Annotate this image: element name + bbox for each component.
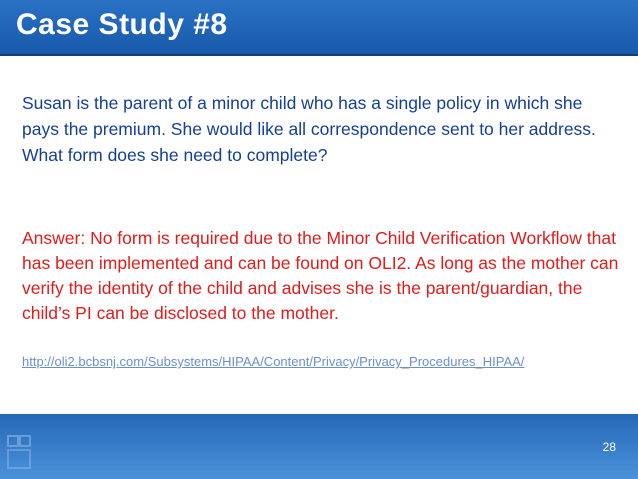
page-number: 28 [602,440,616,454]
case-question: Susan is the parent of a minor child who has a single policy in which she pays the premium. She would like all correspondence sent to her address. What form does she need to complete? [22,93,596,165]
footer-band [0,414,638,479]
procedures-link[interactable]: http://oli2.bcbsnj.com/Subsystems/HIPAA/Content/Privacy/Privacy_Procedures_HIPAA/ [22,354,525,369]
bcbs-logo-icon [4,432,34,472]
case-answer: Answer: No form is required due to the Minor Child Verification Workflow that has been implemented and can be found on OLI2. As long as the mother can verify the identity of the child and advises she is the parent/guardian, the child’s PI can be disclosed to the mother. [22,228,619,323]
content-panel [0,54,638,416]
slide-title: Case Study #8 [16,8,228,41]
